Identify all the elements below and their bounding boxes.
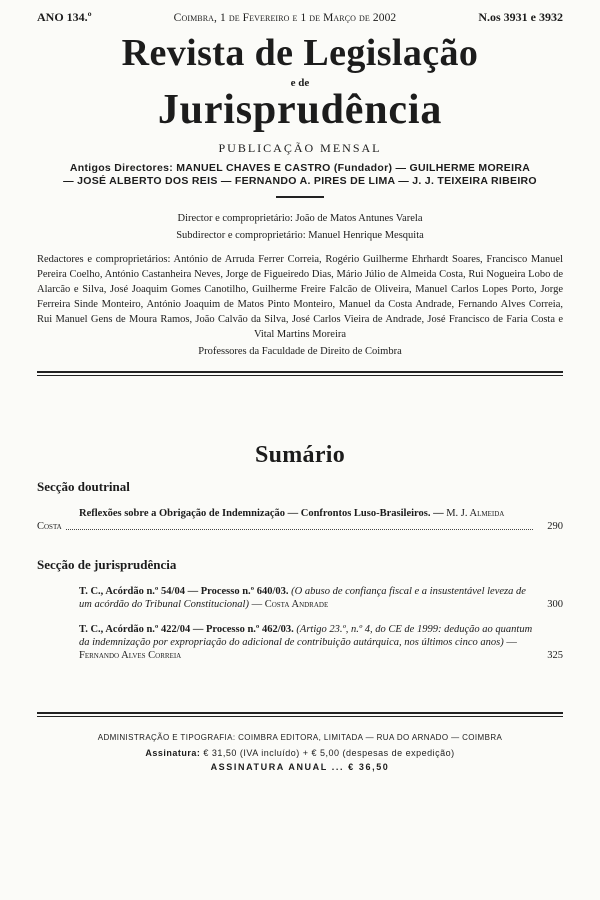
annual-subscription: ASSINATURA ANUAL ... € 36,50 — [210, 762, 390, 772]
divider — [276, 196, 324, 198]
place-date: Coimbra, 1 de Fevereiro e 1 de Março de 2002 — [173, 12, 397, 24]
publication-frequency: PUBLICAÇÃO MENSAL — [218, 141, 382, 155]
entry-title: Reflexões sobre a Obrigação de Indemnização — Confrontos Luso-Brasileiros. — — [79, 508, 444, 519]
toc-entry[interactable] — [37, 623, 563, 662]
entry-title: T. C., Acórdão n.º 422/04 — Processo n.º 462/03. — [79, 624, 294, 635]
former-directors-line1: Antigos Directores: MANUEL CHAVES E CASTRO (Fundador) — GUILHERME MOREIRA — [69, 162, 531, 174]
subdirector-line: Subdirector e comproprietário: Manuel Henrique Mesquita — [176, 230, 424, 241]
former-directors — [37, 162, 563, 188]
section-heading-doctrinal: Secção doutrinal — [37, 479, 130, 494]
entry-page: 290 — [547, 521, 563, 532]
subscription-label: Assinatura: — [145, 748, 201, 758]
masthead-connector: e de — [290, 77, 310, 89]
entry-description: (Artigo 23.º, n.º 4, do CE de 1999: dedução ao quantum da indemnização por expropriação do adicional de contribuição autárquica, nos últimos cinco anos) — [79, 624, 533, 648]
volume-label: ANO 134.º — [37, 10, 92, 24]
entry-author: M. J. Almeida — [446, 508, 505, 519]
former-directors-line2: — JOSÉ ALBERTO DOS REIS — FERNANDO A. PIRES DE LIMA — J. J. TEIXEIRA RIBEIRO — [63, 175, 537, 187]
leader-dots — [66, 529, 533, 530]
toc-entry[interactable] — [37, 507, 563, 533]
double-divider — [37, 371, 563, 376]
entry-author: — Fernando Alves Correia — [79, 637, 517, 661]
toc-entry[interactable] — [37, 585, 563, 611]
subscription-price: € 31,50 (IVA incluído) + € 5,00 (despesas de expedição) — [203, 748, 455, 758]
issue-number: N.os 3931 e 3932 — [478, 10, 563, 24]
faculty-line: Professores da Faculdade de Direito de Coimbra — [198, 346, 402, 357]
journal-cover — [37, 10, 563, 772]
section-heading-jurisprudence: Secção de jurisprudência — [37, 557, 177, 572]
entry-page: 300 — [547, 599, 563, 610]
entry-author: — Costa Andrade — [251, 599, 329, 610]
summary-title: Sumário — [254, 442, 346, 468]
issue-header — [37, 10, 563, 25]
subscription-line — [37, 748, 563, 758]
entry-author-continued: Costa — [37, 521, 62, 532]
publisher-line: ADMINISTRAÇÃO E TIPOGRAFIA: COIMBRA EDITORA, LIMITADA — RUA DO ARNADO — COIMBRA — [97, 733, 503, 742]
direction-block — [37, 210, 563, 244]
entry-title: T. C., Acórdão n.º 54/04 — Processo n.º 640/03. — [79, 586, 289, 597]
entry-page: 325 — [547, 650, 563, 661]
footer-divider — [37, 712, 563, 717]
editors-list: Redactores e comproprietários: António de Arruda Ferrer Correia, Rogério Guilherme Ehrhardt Soares, Francisco Manuel Pereira Coelho, António Castanheira Neves, Jorge de Figueiredo Dias, Mário Júlio de Almeida Costa, Rui Nogueira Lobo de Alarcão e Silva, José Joaquim Gomes Canotilho, Guilherme Freire Falcão de Oliveira, Manuel Carlos Lopes Porto, Jorge Ferreira Sinde Monteiro, António Joaquim de Matos Pinto Monteiro, Manuel da Costa Andrade, Fernando Alves Correia, Rui Manuel Gens de Moura Ramos, João Calvão da Silva, José Carlos Vieira de Andrade, José Francisco de Faria Costa e Vital Martins Moreira — [37, 254, 563, 340]
entry-description: (O abuso de confiança fiscal e a insustentável leveza de um acórdão do Tribunal Constitucional) — [79, 586, 526, 610]
masthead-title-line2: Jurisprudência — [157, 87, 443, 133]
masthead-title-line1: Revista de Legislação — [121, 32, 479, 74]
director-line: Director e comproprietário: João de Matos Antunes Varela — [177, 213, 423, 224]
